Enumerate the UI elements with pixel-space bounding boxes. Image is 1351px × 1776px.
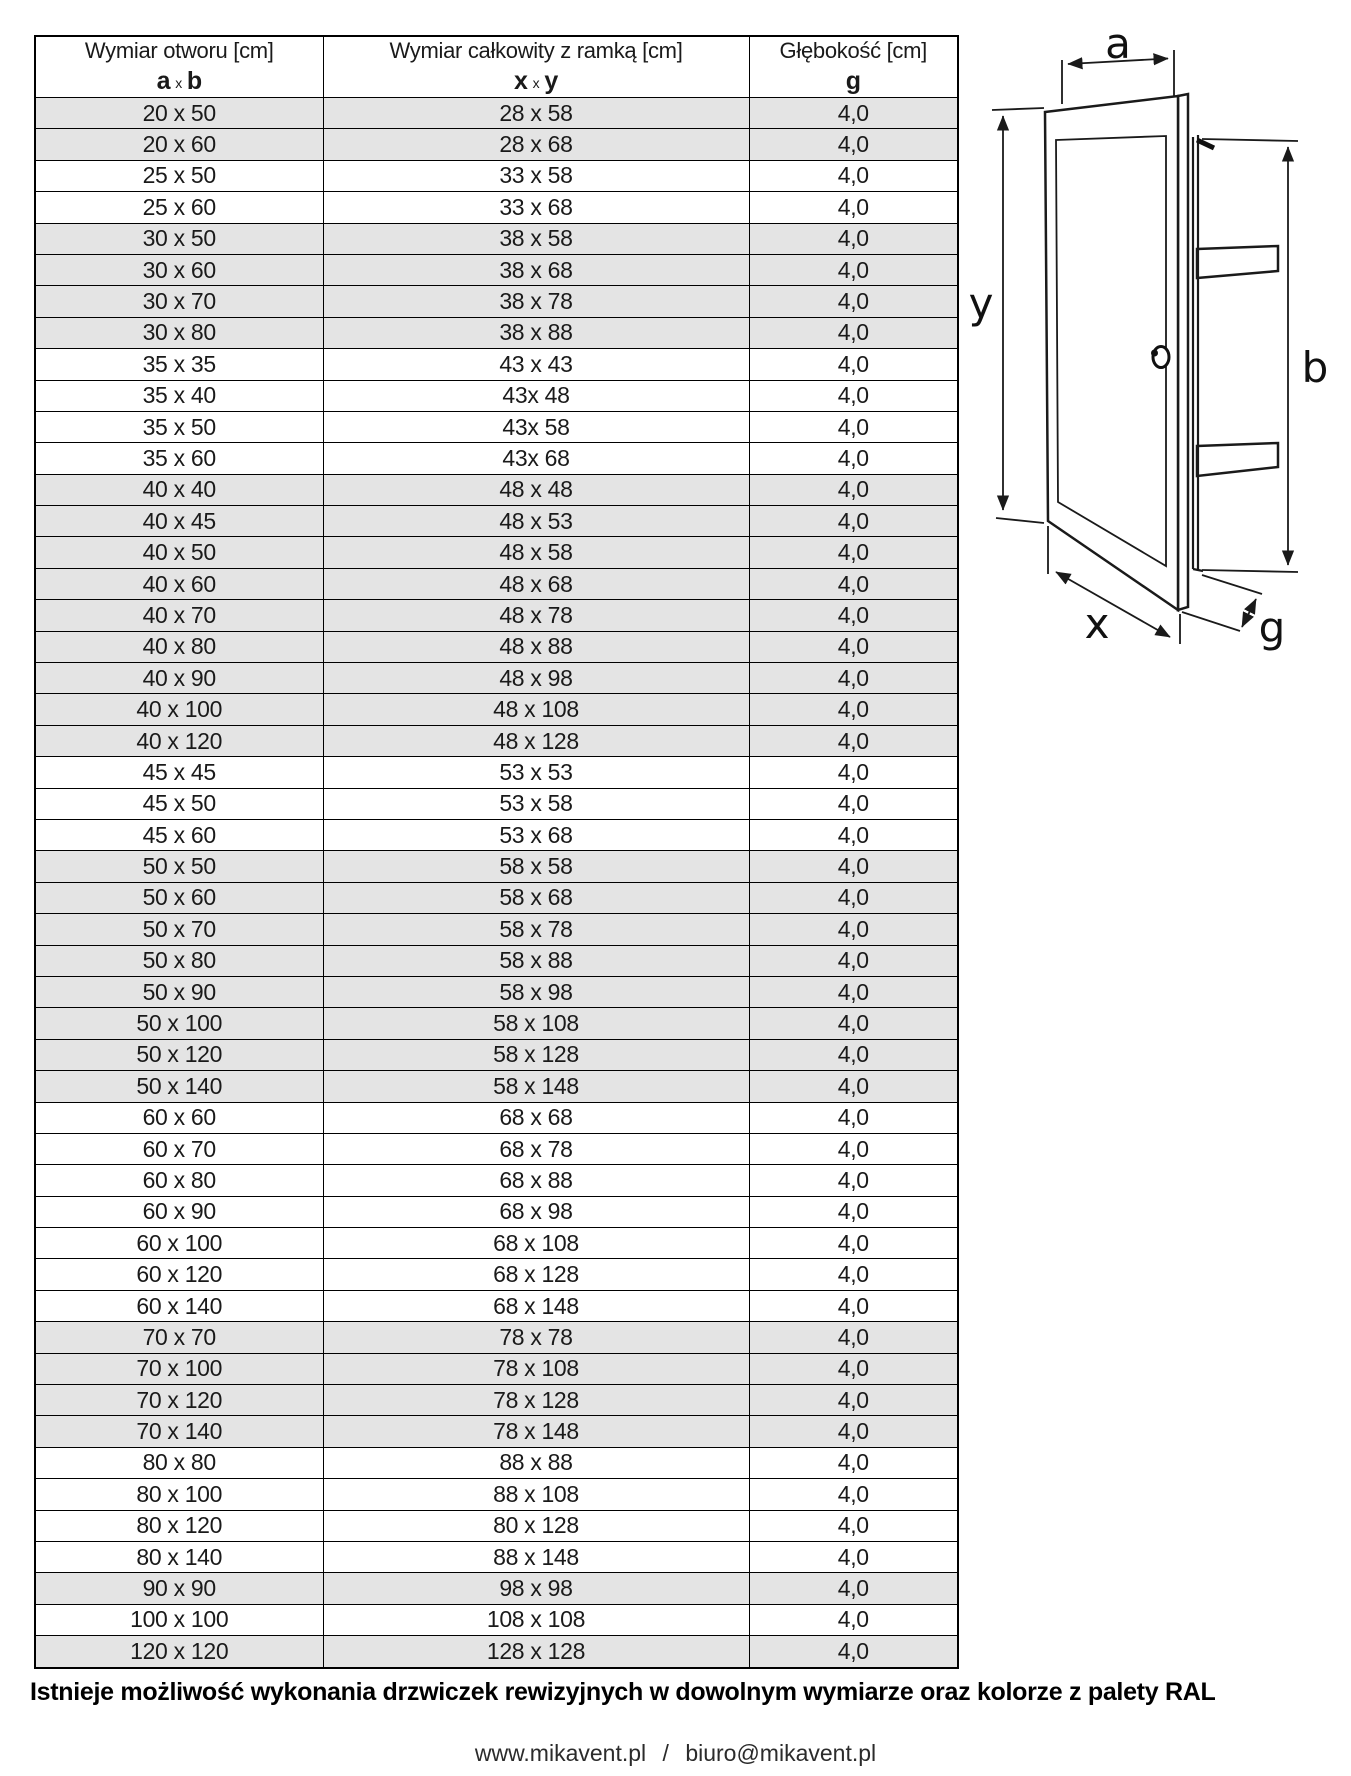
- total-cell: 48 x 78: [323, 600, 749, 631]
- opening-cell: 25 x 60: [35, 192, 323, 223]
- opening-cell: 35 x 60: [35, 443, 323, 474]
- depth-cell: 4,0: [749, 1008, 958, 1039]
- total-cell: 108 x 108: [323, 1604, 749, 1635]
- opening-cell: 45 x 60: [35, 819, 323, 850]
- size-table-body: [35, 98, 958, 1668]
- opening-cell: 50 x 120: [35, 1039, 323, 1070]
- total-cell: 58 x 88: [323, 945, 749, 976]
- table-row: [35, 1573, 958, 1604]
- total-cell: 48 x 48: [323, 474, 749, 505]
- opening-cell: 60 x 90: [35, 1196, 323, 1227]
- dimension-g: [1182, 575, 1285, 652]
- depth-cell: 4,0: [749, 1636, 958, 1668]
- total-cell: 78 x 78: [323, 1322, 749, 1353]
- table-row: [35, 851, 958, 882]
- table-row: [35, 1071, 958, 1102]
- depth-cell: 4,0: [749, 1039, 958, 1070]
- table-row: [35, 788, 958, 819]
- opening-cell: 30 x 80: [35, 317, 323, 348]
- total-cell: 48 x 88: [323, 631, 749, 662]
- total-cell: 68 x 148: [323, 1290, 749, 1321]
- table-row: [35, 380, 958, 411]
- table-row: [35, 411, 958, 442]
- opening-cell: 40 x 60: [35, 568, 323, 599]
- opening-cell: 80 x 100: [35, 1479, 323, 1510]
- total-cell: 43x 68: [323, 443, 749, 474]
- depth-cell: 4,0: [749, 1196, 958, 1227]
- opening-cell: 20 x 50: [35, 98, 323, 129]
- table-row: [35, 1322, 958, 1353]
- depth-cell: 4,0: [749, 254, 958, 285]
- table-row: [35, 254, 958, 285]
- table-row: [35, 663, 958, 694]
- depth-cell: 4,0: [749, 411, 958, 442]
- table-row: [35, 317, 958, 348]
- total-cell: 38 x 58: [323, 223, 749, 254]
- total-cell: 53 x 58: [323, 788, 749, 819]
- total-cell: 28 x 68: [323, 129, 749, 160]
- dimension-y: [969, 108, 1044, 523]
- total-cell: 53 x 68: [323, 819, 749, 850]
- opening-cell: 35 x 50: [35, 411, 323, 442]
- depth-cell: 4,0: [749, 1071, 958, 1102]
- depth-cell: 4,0: [749, 1604, 958, 1635]
- table-row: [35, 1510, 958, 1541]
- depth-cell: 4,0: [749, 1228, 958, 1259]
- table-row: [35, 725, 958, 756]
- opening-cell: 80 x 140: [35, 1541, 323, 1572]
- depth-cell: 4,0: [749, 443, 958, 474]
- total-cell: 58 x 78: [323, 914, 749, 945]
- opening-cell: 80 x 80: [35, 1447, 323, 1478]
- table-row: [35, 757, 958, 788]
- depth-cell: 4,0: [749, 663, 958, 694]
- total-cell: 43x 48: [323, 380, 749, 411]
- opening-cell: 90 x 90: [35, 1573, 323, 1604]
- total-cell: 68 x 128: [323, 1259, 749, 1290]
- table-row: [35, 1165, 958, 1196]
- opening-cell: 50 x 90: [35, 976, 323, 1007]
- opening-cell: 120 x 120: [35, 1636, 323, 1668]
- total-cell: 33 x 68: [323, 192, 749, 223]
- header-total-title: Wymiar całkowity z ramką [cm]: [389, 38, 683, 64]
- opening-cell: 60 x 120: [35, 1259, 323, 1290]
- depth-cell: 4,0: [749, 1385, 958, 1416]
- opening-cell: 20 x 60: [35, 129, 323, 160]
- opening-cell: 60 x 80: [35, 1165, 323, 1196]
- total-cell: 80 x 128: [323, 1510, 749, 1541]
- opening-cell: 60 x 140: [35, 1290, 323, 1321]
- opening-cell: 40 x 80: [35, 631, 323, 662]
- table-row: [35, 1479, 958, 1510]
- website-link[interactable]: www.mikavent.pl: [474, 1740, 647, 1766]
- depth-cell: 4,0: [749, 1416, 958, 1447]
- depth-cell: 4,0: [749, 914, 958, 945]
- opening-cell: 40 x 100: [35, 694, 323, 725]
- total-cell: 33 x 58: [323, 160, 749, 191]
- header-depth-title: Głębokość [cm]: [779, 38, 927, 64]
- contact-separator: /: [662, 1740, 669, 1766]
- header-total-symbols: xx y: [514, 66, 558, 95]
- table-row: [35, 223, 958, 254]
- table-row: [35, 976, 958, 1007]
- total-cell: 53 x 53: [323, 757, 749, 788]
- table-row: [35, 600, 958, 631]
- depth-cell: 4,0: [749, 1322, 958, 1353]
- total-cell: 48 x 128: [323, 725, 749, 756]
- total-cell: 58 x 68: [323, 882, 749, 913]
- table-row: [35, 1228, 958, 1259]
- table-row: [35, 1604, 958, 1635]
- depth-cell: 4,0: [749, 506, 958, 537]
- total-cell: 128 x 128: [323, 1636, 749, 1668]
- total-cell: 48 x 98: [323, 663, 749, 694]
- opening-cell: 30 x 50: [35, 223, 323, 254]
- total-cell: 48 x 58: [323, 537, 749, 568]
- table-row: [35, 694, 958, 725]
- total-cell: 88 x 148: [323, 1541, 749, 1572]
- depth-cell: 4,0: [749, 694, 958, 725]
- depth-cell: 4,0: [749, 1353, 958, 1384]
- depth-cell: 4,0: [749, 537, 958, 568]
- table-row: [35, 1416, 958, 1447]
- depth-cell: 4,0: [749, 129, 958, 160]
- header-opening-title: Wymiar otworu [cm]: [84, 38, 274, 64]
- depth-cell: 4,0: [749, 631, 958, 662]
- label-y: y: [968, 279, 994, 328]
- depth-cell: 4,0: [749, 788, 958, 819]
- total-cell: 58 x 128: [323, 1039, 749, 1070]
- depth-cell: 4,0: [749, 1259, 958, 1290]
- depth-cell: 4,0: [749, 945, 958, 976]
- table-row: [35, 1636, 958, 1668]
- access-door-technical-drawing: [860, 0, 1351, 660]
- depth-cell: 4,0: [749, 1573, 958, 1604]
- table-row: [35, 192, 958, 223]
- depth-cell: 4,0: [749, 757, 958, 788]
- depth-cell: 4,0: [749, 1541, 958, 1572]
- depth-cell: 4,0: [749, 1165, 958, 1196]
- table-row: [35, 160, 958, 191]
- opening-cell: 50 x 140: [35, 1071, 323, 1102]
- total-cell: 28 x 58: [323, 98, 749, 129]
- depth-cell: 4,0: [749, 1447, 958, 1478]
- table-row: [35, 474, 958, 505]
- label-x: x: [1084, 599, 1110, 648]
- door-panel: [1045, 94, 1188, 610]
- table-row: [35, 1447, 958, 1478]
- depth-cell: 4,0: [749, 600, 958, 631]
- table-row: [35, 1039, 958, 1070]
- depth-cell: 4,0: [749, 851, 958, 882]
- depth-cell: 4,0: [749, 349, 958, 380]
- frame-edge: [1193, 135, 1214, 571]
- opening-cell: 70 x 120: [35, 1385, 323, 1416]
- total-cell: 68 x 78: [323, 1133, 749, 1164]
- opening-cell: 30 x 60: [35, 254, 323, 285]
- depth-cell: 4,0: [749, 819, 958, 850]
- depth-cell: 4,0: [749, 882, 958, 913]
- depth-cell: 4,0: [749, 568, 958, 599]
- total-cell: 58 x 98: [323, 976, 749, 1007]
- opening-cell: 100 x 100: [35, 1604, 323, 1635]
- depth-cell: 4,0: [749, 192, 958, 223]
- dimension-a: [1062, 19, 1174, 104]
- table-row: [35, 1353, 958, 1384]
- header-opening-symbols: ax b: [156, 66, 202, 95]
- total-cell: 68 x 108: [323, 1228, 749, 1259]
- opening-cell: 50 x 70: [35, 914, 323, 945]
- label-a: a: [1105, 19, 1131, 68]
- opening-cell: 40 x 120: [35, 725, 323, 756]
- door-knob: [1151, 347, 1169, 368]
- total-cell: 88 x 88: [323, 1447, 749, 1478]
- total-cell: 68 x 68: [323, 1102, 749, 1133]
- table-row: [35, 568, 958, 599]
- opening-cell: 70 x 140: [35, 1416, 323, 1447]
- opening-cell: 50 x 100: [35, 1008, 323, 1039]
- opening-cell: 70 x 70: [35, 1322, 323, 1353]
- opening-cell: 40 x 45: [35, 506, 323, 537]
- depth-cell: 4,0: [749, 317, 958, 348]
- opening-cell: 25 x 50: [35, 160, 323, 191]
- total-cell: 68 x 88: [323, 1165, 749, 1196]
- depth-cell: 4,0: [749, 98, 958, 129]
- opening-cell: 60 x 70: [35, 1133, 323, 1164]
- total-cell: 38 x 88: [323, 317, 749, 348]
- dimensions-table: [34, 35, 959, 1669]
- contact-line: [0, 1740, 1351, 1767]
- table-row: [35, 537, 958, 568]
- opening-cell: 60 x 60: [35, 1102, 323, 1133]
- depth-cell: 4,0: [749, 474, 958, 505]
- opening-cell: 60 x 100: [35, 1228, 323, 1259]
- depth-cell: 4,0: [749, 725, 958, 756]
- total-cell: 98 x 98: [323, 1573, 749, 1604]
- table-row: [35, 1541, 958, 1572]
- opening-cell: 40 x 90: [35, 663, 323, 694]
- ral-availability-note: Istnieje możliwość wykonania drzwiczek rewizyjnych w dowolnym wymiarze oraz kolorze z palety RAL: [30, 1678, 1216, 1706]
- table-row: [35, 129, 958, 160]
- table-row: [35, 1102, 958, 1133]
- depth-cell: 4,0: [749, 1290, 958, 1321]
- header-opening-dimension: [35, 36, 323, 98]
- header-depth-symbol: g: [845, 66, 861, 95]
- dimension-b: [1202, 139, 1328, 572]
- label-g: g: [1258, 603, 1286, 652]
- depth-cell: 4,0: [749, 286, 958, 317]
- email-link[interactable]: biuro@mikavent.pl: [685, 1740, 877, 1766]
- depth-cell: 4,0: [749, 976, 958, 1007]
- table-row: [35, 443, 958, 474]
- table-header-row: [35, 36, 958, 98]
- total-cell: 48 x 53: [323, 506, 749, 537]
- depth-cell: 4,0: [749, 1510, 958, 1541]
- total-cell: 68 x 98: [323, 1196, 749, 1227]
- opening-cell: 50 x 80: [35, 945, 323, 976]
- opening-cell: 45 x 50: [35, 788, 323, 819]
- mounting-brackets: [1197, 246, 1278, 476]
- table-row: [35, 349, 958, 380]
- total-cell: 38 x 68: [323, 254, 749, 285]
- table-row: [35, 882, 958, 913]
- table-row: [35, 914, 958, 945]
- depth-cell: 4,0: [749, 1479, 958, 1510]
- table-row: [35, 631, 958, 662]
- total-cell: 48 x 108: [323, 694, 749, 725]
- table-row: [35, 506, 958, 537]
- total-cell: 88 x 108: [323, 1479, 749, 1510]
- table-row: [35, 1196, 958, 1227]
- total-cell: 58 x 108: [323, 1008, 749, 1039]
- table-row: [35, 945, 958, 976]
- depth-cell: 4,0: [749, 1102, 958, 1133]
- table-row: [35, 1008, 958, 1039]
- total-cell: 78 x 108: [323, 1353, 749, 1384]
- total-cell: 43 x 43: [323, 349, 749, 380]
- opening-cell: 30 x 70: [35, 286, 323, 317]
- opening-cell: 40 x 50: [35, 537, 323, 568]
- total-cell: 38 x 78: [323, 286, 749, 317]
- total-cell: 58 x 148: [323, 1071, 749, 1102]
- total-cell: 43x 58: [323, 411, 749, 442]
- total-cell: 48 x 68: [323, 568, 749, 599]
- table-row: [35, 98, 958, 129]
- total-cell: 58 x 58: [323, 851, 749, 882]
- table-row: [35, 1385, 958, 1416]
- opening-cell: 80 x 120: [35, 1510, 323, 1541]
- opening-cell: 45 x 45: [35, 757, 323, 788]
- opening-cell: 50 x 50: [35, 851, 323, 882]
- table-row: [35, 1259, 958, 1290]
- depth-cell: 4,0: [749, 380, 958, 411]
- table-row: [35, 1133, 958, 1164]
- opening-cell: 50 x 60: [35, 882, 323, 913]
- label-b: b: [1301, 343, 1329, 392]
- depth-cell: 4,0: [749, 160, 958, 191]
- total-cell: 78 x 148: [323, 1416, 749, 1447]
- opening-cell: 35 x 35: [35, 349, 323, 380]
- opening-cell: 35 x 40: [35, 380, 323, 411]
- opening-cell: 40 x 70: [35, 600, 323, 631]
- table-row: [35, 819, 958, 850]
- depth-cell: 4,0: [749, 1133, 958, 1164]
- depth-cell: 4,0: [749, 223, 958, 254]
- opening-cell: 70 x 100: [35, 1353, 323, 1384]
- table-row: [35, 286, 958, 317]
- opening-cell: 40 x 40: [35, 474, 323, 505]
- table-row: [35, 1290, 958, 1321]
- header-total-dimension: [323, 36, 749, 98]
- total-cell: 78 x 128: [323, 1385, 749, 1416]
